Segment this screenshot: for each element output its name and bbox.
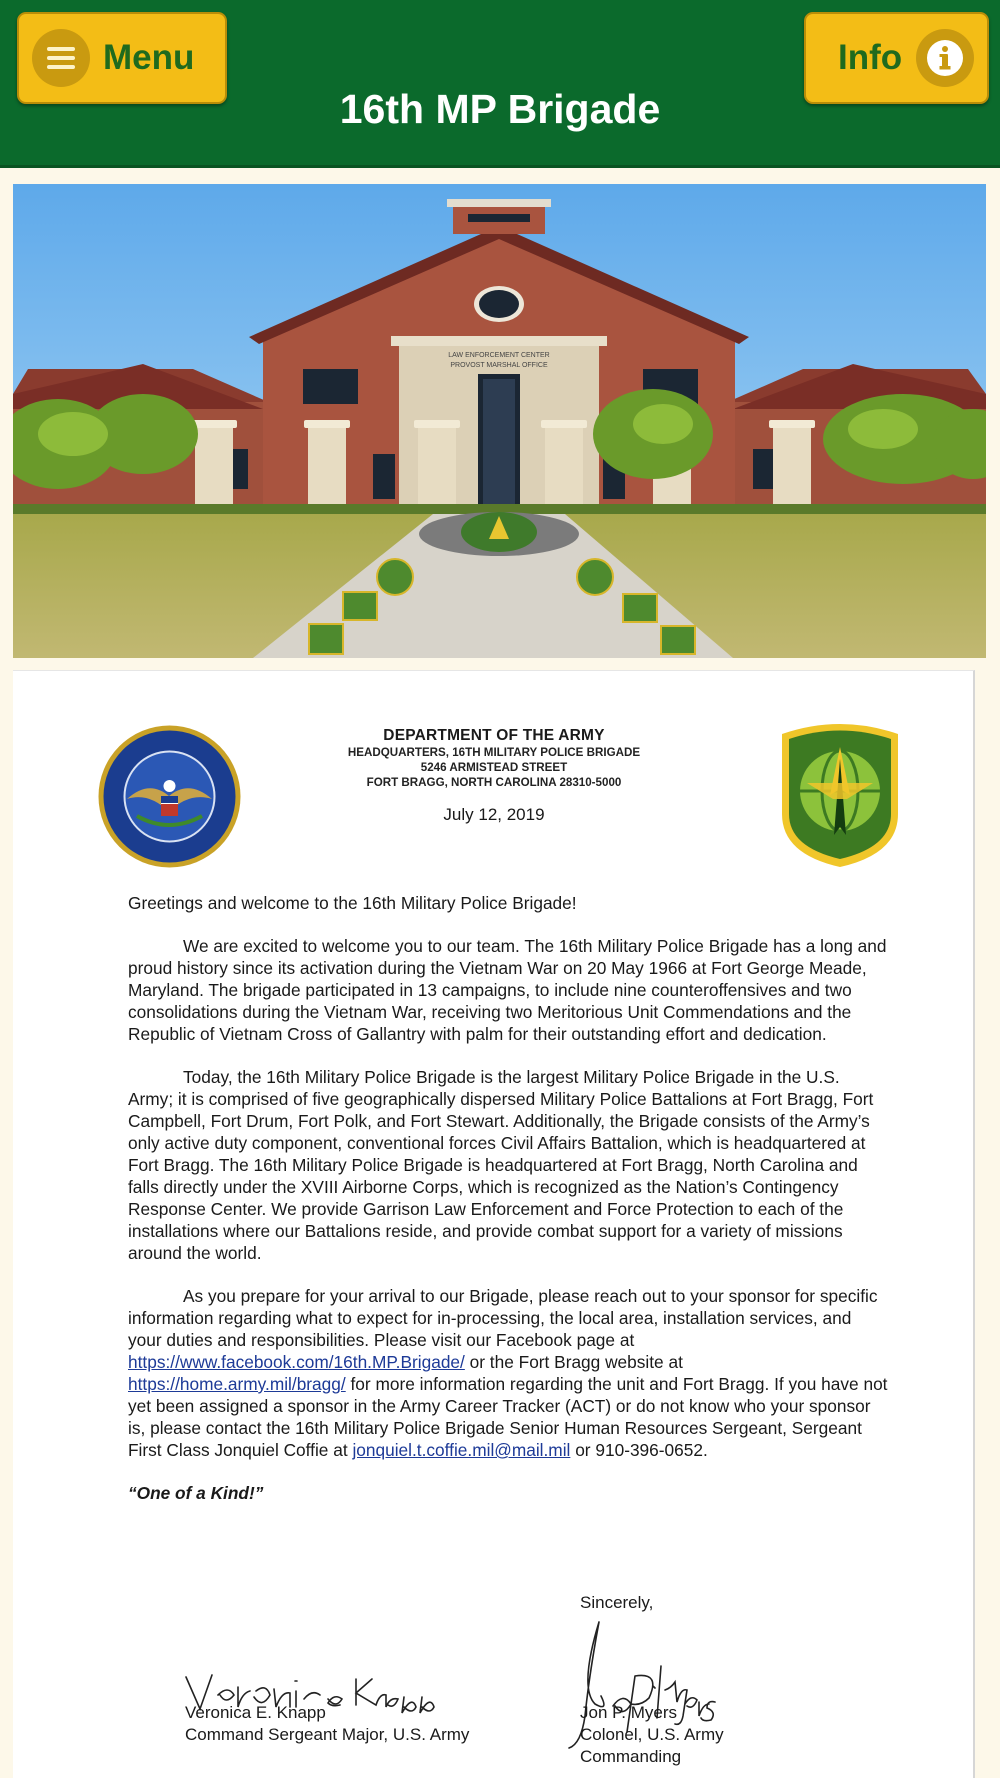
brigade-motto: “One of a Kind!” [128, 1483, 264, 1503]
letter-date: July 12, 2019 [443, 805, 545, 824]
letter-paragraph-today: Today, the 16th Military Police Brigade is the largest Military Police Brigade in the U.S. Army; it is comprised of five geographically dispersed Military Police Battalions at Fort Bragg, Fort Campbell, Fort Drum, Fort Polk, and Fort Stewart. Additionally, the Brigade consists of the Army’s only active duty component, conventional forces Civil Affairs Battalion, which is headquartered at Fort Bragg. The 16th Military Police Brigade is headquartered at Fort Bragg, North Carolina and falls directly under the XVIII Airborne Corps, which is recognized as the Nation’s Contingency Response Center. We provide Garrison Law Enforcement and Force Protection to each of the installations where our Battalions reside, and provide combat support for a variety of missions around the world. [128, 1067, 874, 1263]
fort-bragg-link[interactable]: https://home.army.mil/bragg/ [128, 1374, 346, 1394]
letter-paragraph-history: We are excited to welcome you to our team. The 16th Military Police Brigade has a long and proud history since its activation during the Vietnam War on 20 May 1966 at Fort George Meade, Maryland. The brigade participated in 13 campaigns, to include nine counteroffensives and two consolidations during the Vietnam War, receiving two Meritorious Unit Commendations and the Republic of Vietnam Cross of Gallantry with palm for their outstanding effort and dedication. [128, 936, 887, 1044]
email-link[interactable]: jonquiel.t.coffie.mil@mail.mil [352, 1440, 571, 1460]
menu-button-label: Menu [103, 38, 195, 77]
letterhead-department: DEPARTMENT OF THE ARMY [383, 727, 605, 744]
hamburger-icon [32, 29, 90, 87]
info-button-label: Info [838, 38, 903, 77]
letter-body [128, 892, 888, 1525]
contact-text-2: or the Fort Bragg website at [464, 1352, 683, 1372]
building-sign-line2: PROVOST MARSHAL OFFICE [450, 362, 548, 369]
signer-title: Colonel, U.S. Army [580, 1725, 724, 1744]
signer-title: Command Sergeant Major, U.S. Army [185, 1725, 470, 1744]
letterhead-headquarters: HEADQUARTERS, 16TH MILITARY POLICE BRIGADE [347, 746, 641, 759]
page-title: 16th MP Brigade [339, 86, 661, 132]
letter-greeting: Greetings and welcome to the 16th Military Police Brigade! [128, 893, 577, 913]
contact-text-3: for more information regarding the unit and Fort Bragg. If you have not yet been assigned a sponsor in the Army Career Tracker (ACT) or do not know who your sponsor is, please contact the 16th Military Police Brigade Senior Human Resources Sergeant, Sergeant First Class Jonquiel Coffie at [128, 1374, 888, 1460]
letter-paragraph-contact [128, 1285, 888, 1461]
signature-block-knapp [185, 1702, 469, 1746]
contact-text-1: As you prepare for your arrival to our Brigade, please reach out to your sponsor for specific information regarding what to expect for in-processing, the local area, installation services, and your duties and responsibilities. Please visit our Facebook page at [128, 1286, 878, 1350]
letter-closing: Sincerely, [580, 1593, 654, 1612]
welcome-letter [13, 670, 975, 1778]
facebook-link[interactable]: https://www.facebook.com/16th.MP.Brigade/ [128, 1352, 465, 1372]
letterhead-street: 5246 ARMISTEAD STREET [420, 761, 568, 774]
info-icon [916, 29, 974, 87]
hero-building-photo [13, 184, 986, 658]
contact-text-4: or 910-396-0652. [570, 1440, 708, 1460]
signer-name: Veronica E. Knapp [185, 1703, 326, 1722]
building-sign-line1: LAW ENFORCEMENT CENTER [448, 352, 550, 359]
signer-name: Jon P. Myers [580, 1703, 678, 1722]
letterhead-city: FORT BRAGG, NORTH CAROLINA 28310-5000 [366, 776, 622, 789]
signer-role: Commanding [580, 1747, 682, 1766]
app-header [0, 0, 1000, 168]
signature-block-myers [580, 1702, 724, 1768]
